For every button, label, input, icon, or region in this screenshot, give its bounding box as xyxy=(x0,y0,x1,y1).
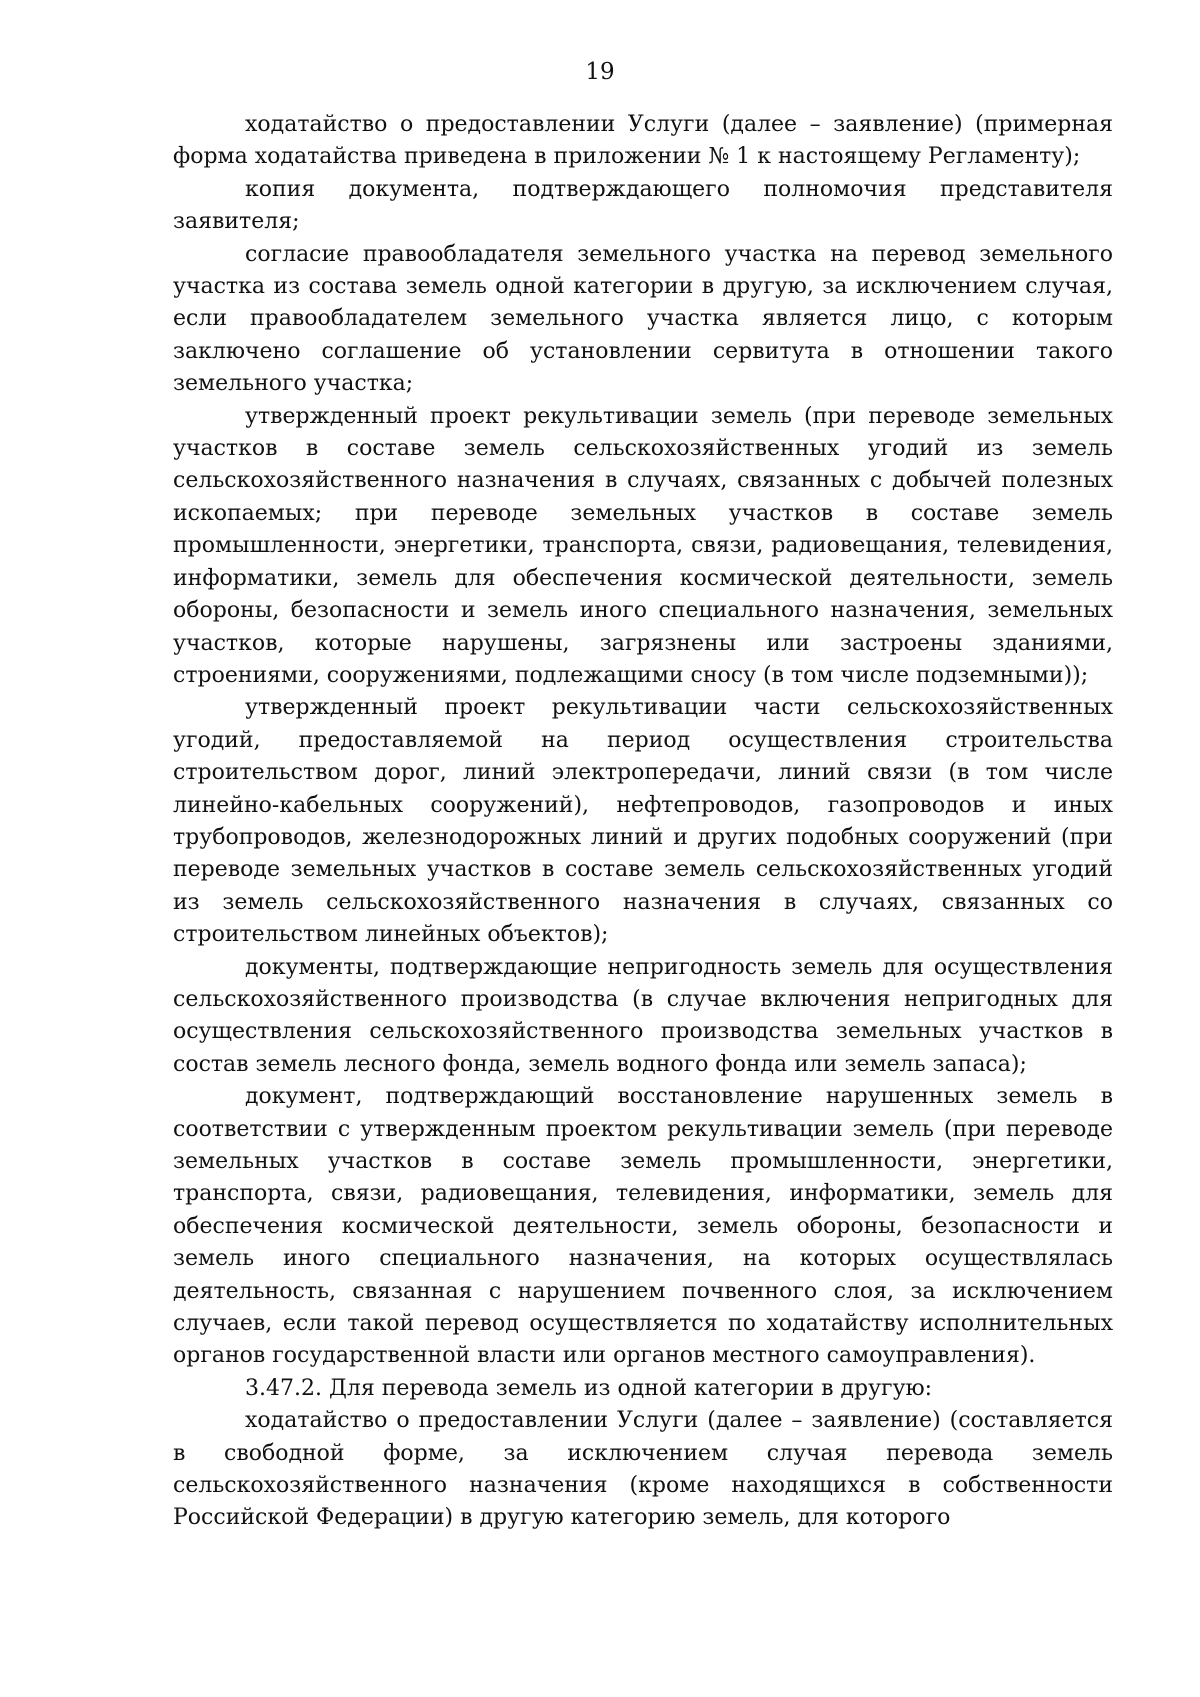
paragraph-petition: ходатайство о предоставлении Услуги (далее – заявление) (примерная форма ходатайства приведена в приложении № 1 к настоящему Регламенту); xyxy=(173,112,1113,170)
paragraph-owner-consent: согласие правообладателя земельного участка на перевод земельного участка из состава земель одной категории в другую, за исключением случая, если правообладателем земельного участка является лицо, с которым заключено соглашение об установлении сервитута в отношении такого земельного участка; xyxy=(173,241,1113,397)
document-body xyxy=(173,109,1113,1535)
paragraph-representative-authority: копия документа, подтверждающего полномочия представителя заявителя; xyxy=(173,176,1113,235)
paragraph-petition-free-form: ходатайство о предоставлении Услуги (далее – заявление) (составляется в свободной форме, за исключением случая перевода земель сельскохозяйственного назначения (кроме находящихся в собственности Российской Федерации) в другую категорию земель, для которого xyxy=(173,1408,1113,1531)
paragraph-restoration-document: документ, подтверждающий восстановление нарушенных земель в соответствии с утвержденным проектом рекультивации земель (при переводе земельных участков в составе земель промышленности, энергетики, транспорта, связи, радиовещания, телевидения, информатики, земель для обеспечения космической деятельности, земель обороны, безопасности и земель иного специального назначения, на которых осуществлялась деятельность, связанная с нарушением почвенного слоя, за исключением случаев, если такой перевод осуществляется по ходатайству исполнительных органов государственной власти или органов местного самоуправления). xyxy=(173,1084,1113,1369)
section-heading-3-47-2: 3.47.2. Для перевода земель из одной категории в другую: xyxy=(245,1375,933,1401)
paragraph-recultivation-project: утвержденный проект рекультивации земель (при переводе земельных участков в составе земель сельскохозяйственных угодий из земель сельскохозяйственного назначения в случаях, связанных с добычей полезных ископаемых; при переводе земельных участков в составе земель промышленности, энергетики, транспорта, связи, радиовещания, телевидения, информатики, земель для обеспечения космической деятельности, земель обороны, безопасности и земель иного специального назначения, земельных участков, которые нарушены, загрязнены или застроены зданиями, строениями, сооружениями, подлежащими сносу (в том числе подземными)); xyxy=(173,403,1113,688)
page-number: 19 xyxy=(585,59,615,85)
paragraph-unsuitability-documents: документы, подтверждающие непригодность земель для осуществления сельскохозяйственного производства (в случае включения непригодных для осуществления сельскохозяйственного производства земельных участков в состав земель лесного фонда, земель водного фонда или земель запаса); xyxy=(173,954,1113,1077)
paragraph-recultivation-part-agricultural: утвержденный проект рекультивации части сельскохозяйственных угодий, предоставляемой на период осуществления строительства строительством дорог, линий электропередачи, линий связи (в том числе линейно-кабельных сооружений), нефтепроводов, газопроводов и иных трубопроводов, железнодорожных линий и других подобных сооружений (при переводе земельных участков в составе земель сельскохозяйственных угодий из земель сельскохозяйственного назначения в случаях, связанных со строительством линейных объектов); xyxy=(173,695,1113,948)
